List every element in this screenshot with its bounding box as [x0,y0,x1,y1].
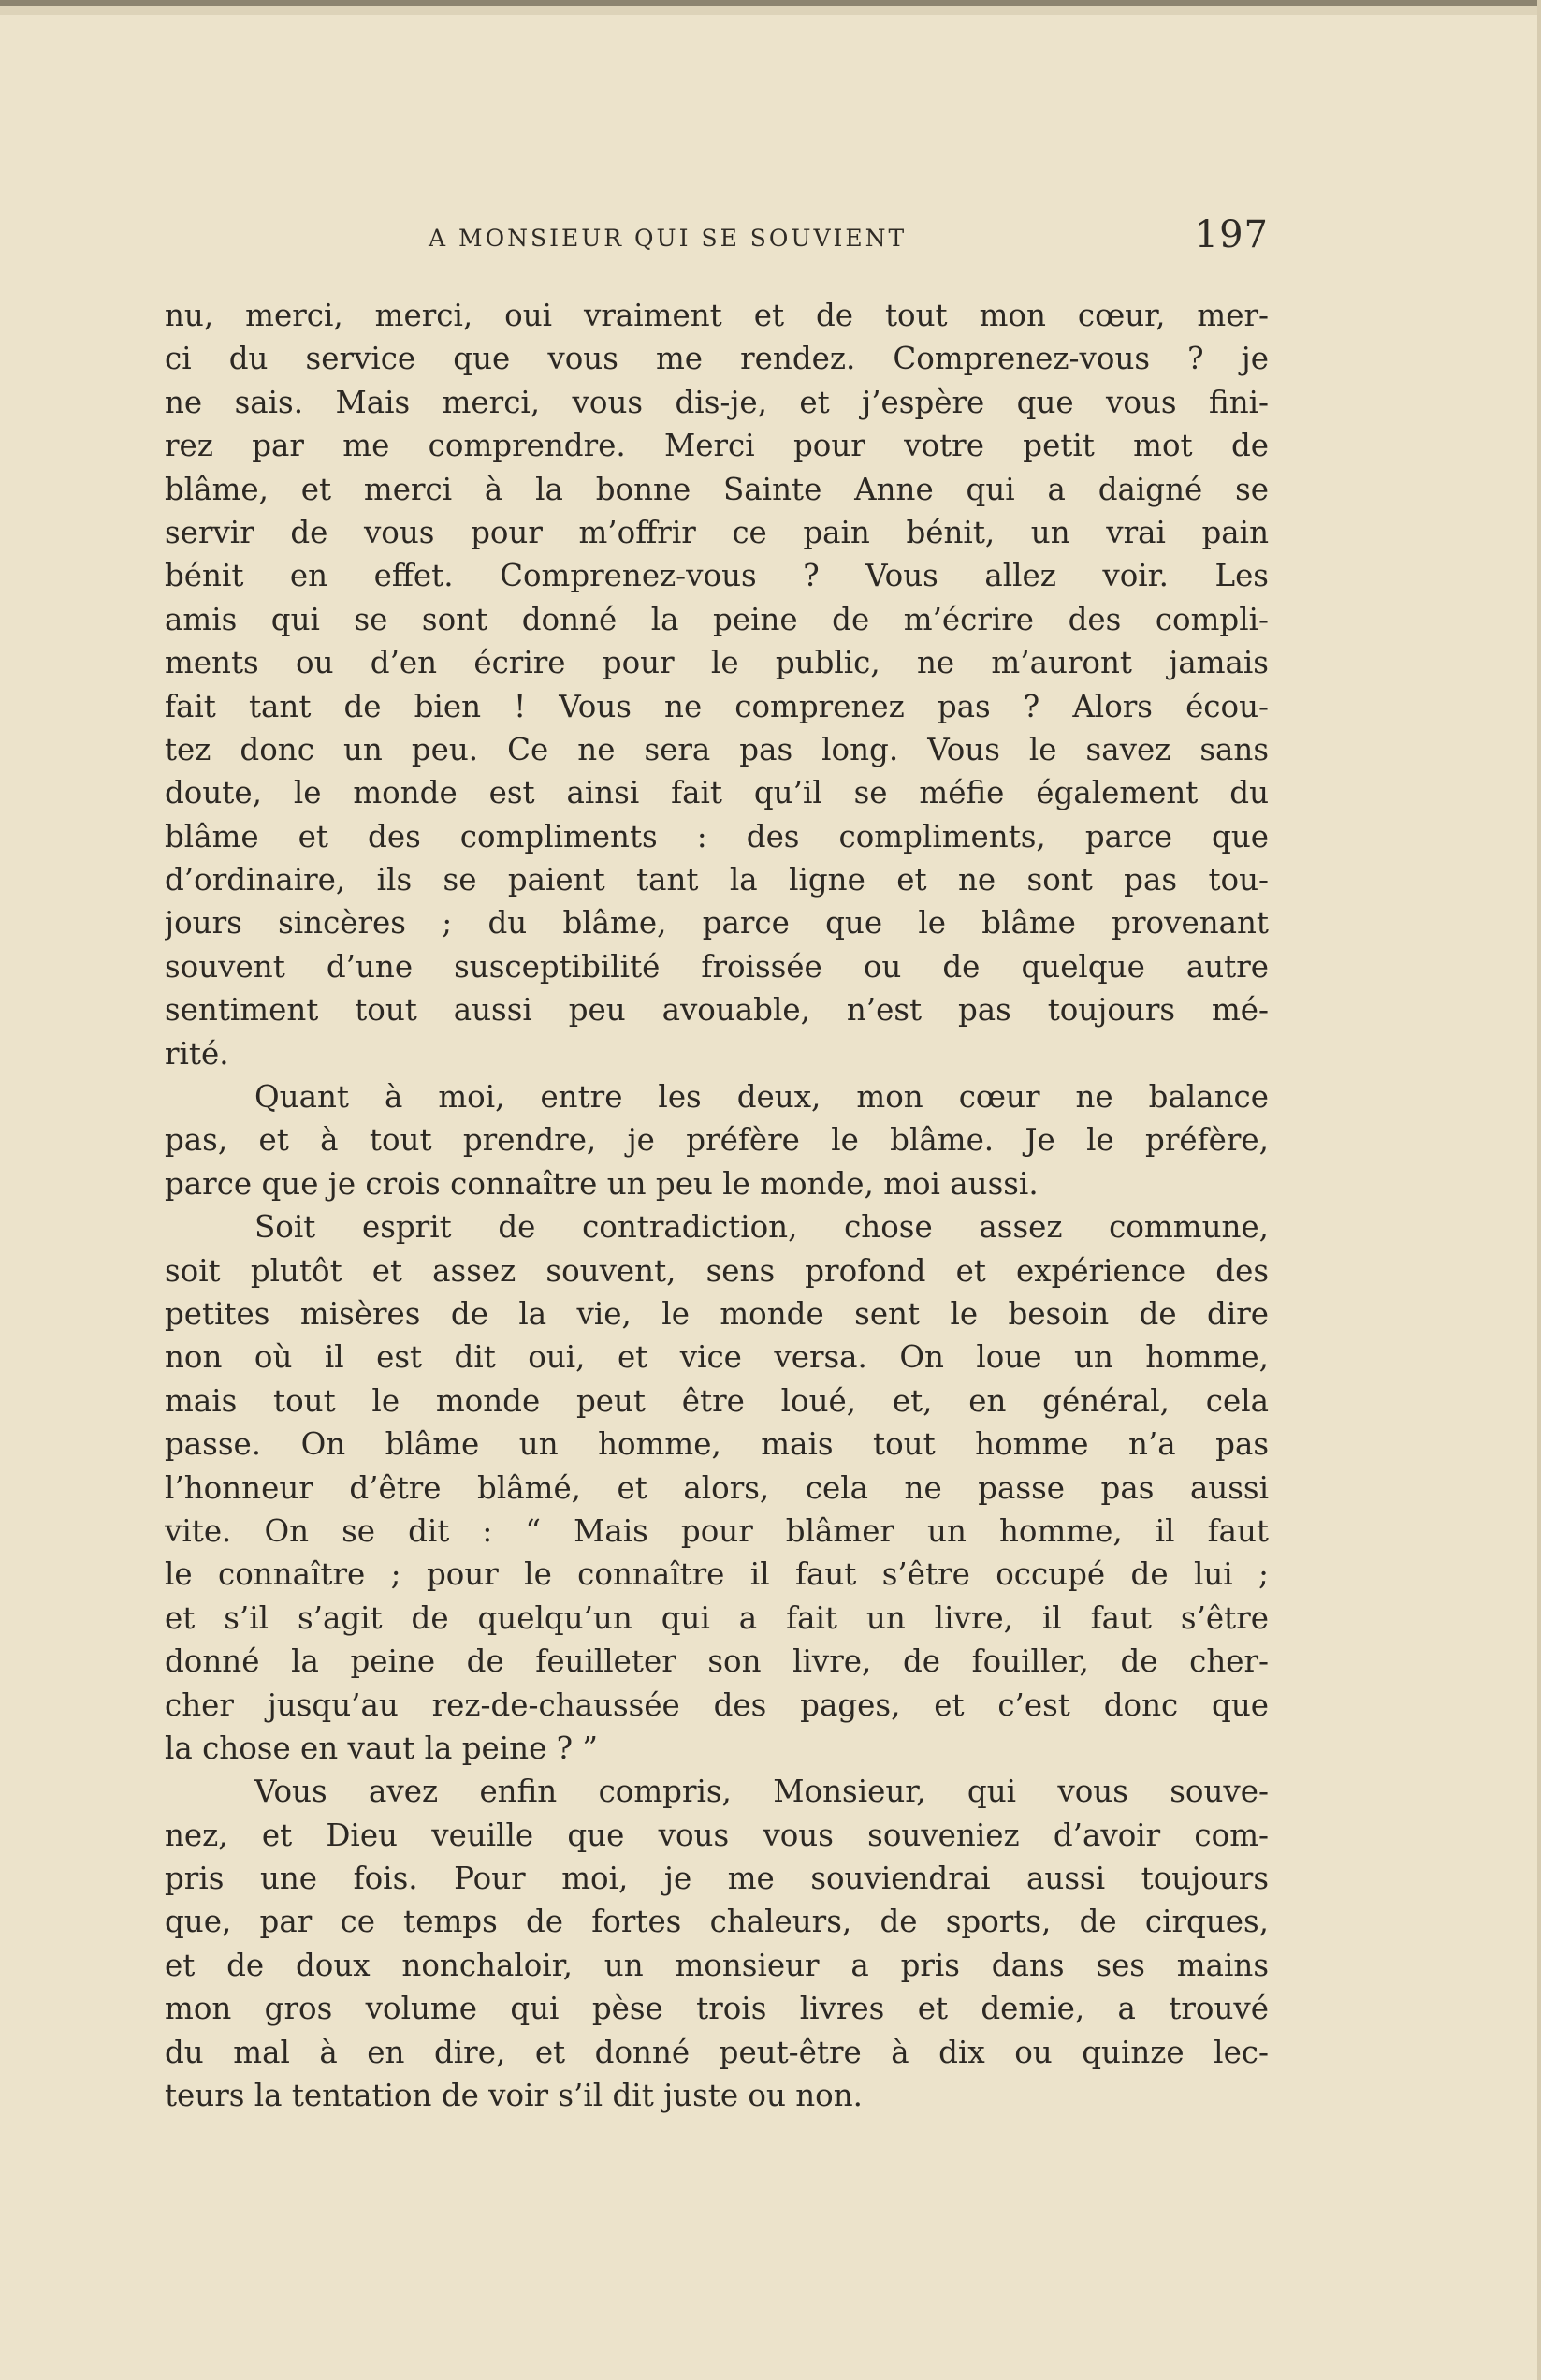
text-line: souvent d’une susceptibilité froissée ou de quelque autre [165,948,1269,985]
text-line: doute, le monde est ainsi fait qu’il se méfie également du [165,775,1269,811]
page-top-shadow [0,6,1541,15]
text-line: amis qui se sont donné la peine de m’écrire des compli- [165,601,1269,637]
text-line: Soit esprit de contradiction, chose assez commune, [254,1209,1269,1246]
text-line: servir de vous pour m’offrir ce pain bénit, un vrai pain [165,514,1269,550]
text-line: fait tant de bien ! Vous ne comprenez pas ? Alors écou- [165,688,1269,724]
text-line: tez donc un peu. Ce ne sera pas long. Vous le savez sans [165,731,1269,767]
text-line: blâme et des compliments : des compliments, parce que [165,818,1269,854]
text-line: et s’il s’agit de quelqu’un qui a fait un livre, il faut s’être [165,1599,1269,1636]
text-line: ments ou d’en écrire pour le public, ne m’auront jamais [165,645,1269,681]
text-line: ci du service que vous me rendez. Comprenez-vous ? je [165,341,1269,377]
text-line: ne sais. Mais merci, vous dis-je, et j’espère que vous fini- [165,384,1269,420]
text-line: vite. On se dit : “ Mais pour blâmer un homme, il faut [165,1512,1269,1549]
page-number: 197 [1194,213,1269,256]
text-line: donné la peine de feuilleter son livre, de fouiller, de cher- [165,1643,1269,1680]
text-line: cher jusqu’au rez-de-chaussée des pages, et c’est donc que [165,1686,1269,1723]
page-right-edge [1537,0,1541,2380]
text-line: l’honneur d’être blâmé, et alors, cela ne passe pas aussi [165,1469,1269,1506]
text-line: d’ordinaire, ils se paient tant la ligne et ne sont pas tou- [165,862,1269,898]
text-line: soit plutôt et assez souvent, sens profond et expérience des [165,1252,1269,1289]
text-line: passe. On blâme un homme, mais tout homme n’a pas [165,1426,1269,1463]
text-line: pris une fois. Pour moi, je me souviendrai aussi toujours [165,1861,1269,1897]
text-line: que, par ce temps de fortes chaleurs, de sports, de cirques, [165,1904,1269,1940]
text-line: le connaître ; pour le connaître il faut s’être occupé de lui ; [165,1556,1269,1593]
page-header [165,213,1269,279]
text-line: Vous avez enfin compris, Monsieur, qui vous souve- [254,1774,1269,1810]
text-line: sentiment tout aussi peu avouable, n’est pas toujours mé- [165,992,1269,1029]
text-line: petites misères de la vie, le monde sent le besoin de dire [165,1295,1269,1332]
text-line: pas, et à tout prendre, je préfère le blâme. Je le préfère, [165,1122,1269,1159]
text-line: du mal à en dire, et donné peut-être à dix ou quinze lec- [165,2034,1269,2070]
body-text [165,294,1269,2117]
text-line: mais tout le monde peut être loué, et, en général, cela [165,1382,1269,1419]
text-line: nu, merci, merci, oui vraiment et de tout mon cœur, mer- [165,298,1269,333]
text-line: jours sincères ; du blâme, parce que le blâme provenant [165,905,1269,942]
text-line: mon gros volume qui pèse trois livres et demie, a trouvé [165,1991,1269,2027]
text-line: teurs la tentation de voir s’il dit juste ou non. [165,2078,863,2114]
text-line: et de doux nonchaloir, un monsieur a pris dans ses mains [165,1947,1269,1983]
text-line: rité. [165,1035,229,1072]
text-line: nez, et Dieu veuille que vous vous souveniez d’avoir com- [165,1817,1269,1853]
text-line: parce que je crois connaître un peu le monde, moi aussi. [165,1165,1039,1202]
text-line: rez par me comprendre. Merci pour votre petit mot de [165,428,1269,464]
text-line: blâme, et merci à la bonne Sainte Anne qui a daigné se [165,471,1269,507]
text-line: non où il est dit oui, et vice versa. On loue un homme, [165,1339,1269,1376]
text-line: la chose en vaut la peine ? ” [165,1730,598,1766]
text-line: bénit en effet. Comprenez-vous ? Vous allez voir. Les [165,558,1269,594]
text-line: Quant à moi, entre les deux, mon cœur ne balance [254,1079,1269,1116]
running-title: A MONSIEUR QUI SE SOUVIENT [429,225,908,252]
